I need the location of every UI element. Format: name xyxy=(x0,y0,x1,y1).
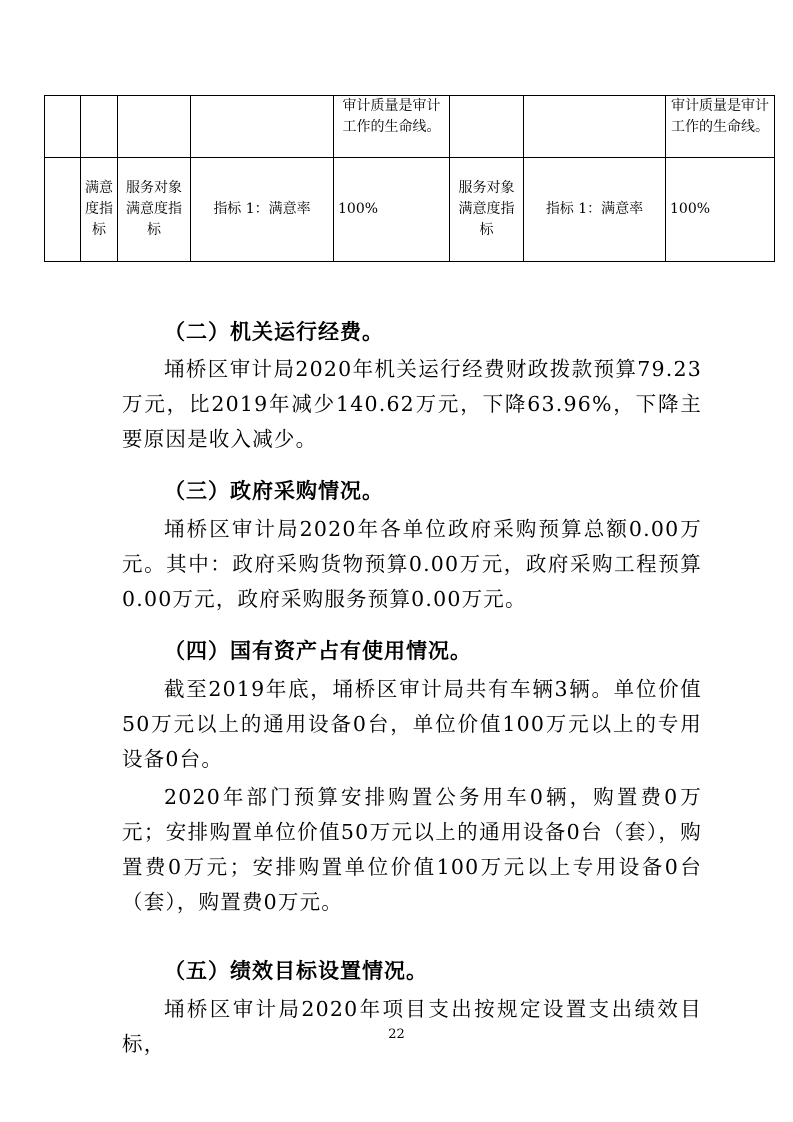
table-cell: 满意度指标 xyxy=(81,158,118,262)
table-cell: 服务对象满意度指标 xyxy=(118,158,191,262)
page-number: 22 xyxy=(388,1027,405,1042)
table-cell xyxy=(45,96,81,158)
paragraph: 截至2019年底，埇桥区审计局共有车辆3辆。单位价值50万元以上的通用设备0台，单位价值100万元以上的专用设备0台。 xyxy=(122,677,702,771)
table-cell xyxy=(118,96,191,158)
section-heading: （二）机关运行经费。 xyxy=(164,320,384,344)
table-cell xyxy=(450,96,524,158)
section-heading: （四）国有资产占有使用情况。 xyxy=(164,639,472,663)
table-row xyxy=(45,96,775,158)
table-cell xyxy=(45,158,81,262)
performance-table xyxy=(44,95,775,262)
table-cell: 100% xyxy=(334,158,450,262)
table-cell: 审计质量是审计工作的生命线。 xyxy=(666,96,775,158)
section-heading: （三）政府采购情况。 xyxy=(164,479,384,503)
paragraph: 埇桥区审计局2020年项目支出按规定设置支出绩效目标， xyxy=(122,997,702,1056)
paragraph: 埇桥区审计局2020年机关运行经费财政拨款预算79.23万元，比2019年减少140.62万元，下降63.96%，下降主要原因是收入减少。 xyxy=(122,357,702,451)
table-row xyxy=(45,158,775,262)
table-cell xyxy=(191,96,334,158)
table-cell: 指标 1：满意率 xyxy=(524,158,666,262)
table-cell: 审计质量是审计工作的生命线。 xyxy=(334,96,450,158)
table-cell: 服务对象满意度指标 xyxy=(450,158,524,262)
section-heading: （五）绩效目标设置情况。 xyxy=(164,959,428,983)
paragraph: 2020年部门预算安排购置公务用车0辆，购置费0万元；安排购置单位价值50万元以上的通用设备0台（套），购置费0万元；安排购置单位价值100万元以上专用设备0台（套），购置费0万元。 xyxy=(122,785,702,914)
table-cell xyxy=(81,96,118,158)
paragraph: 埇桥区审计局2020年各单位政府采购预算总额0.00万元。其中：政府采购货物预算0.00万元，政府采购工程预算0.00万元，政府采购服务预算0.00万元。 xyxy=(122,517,702,611)
table-cell xyxy=(524,96,666,158)
table-cell: 指标 1：满意率 xyxy=(191,158,334,262)
table-cell: 100% xyxy=(666,158,775,262)
